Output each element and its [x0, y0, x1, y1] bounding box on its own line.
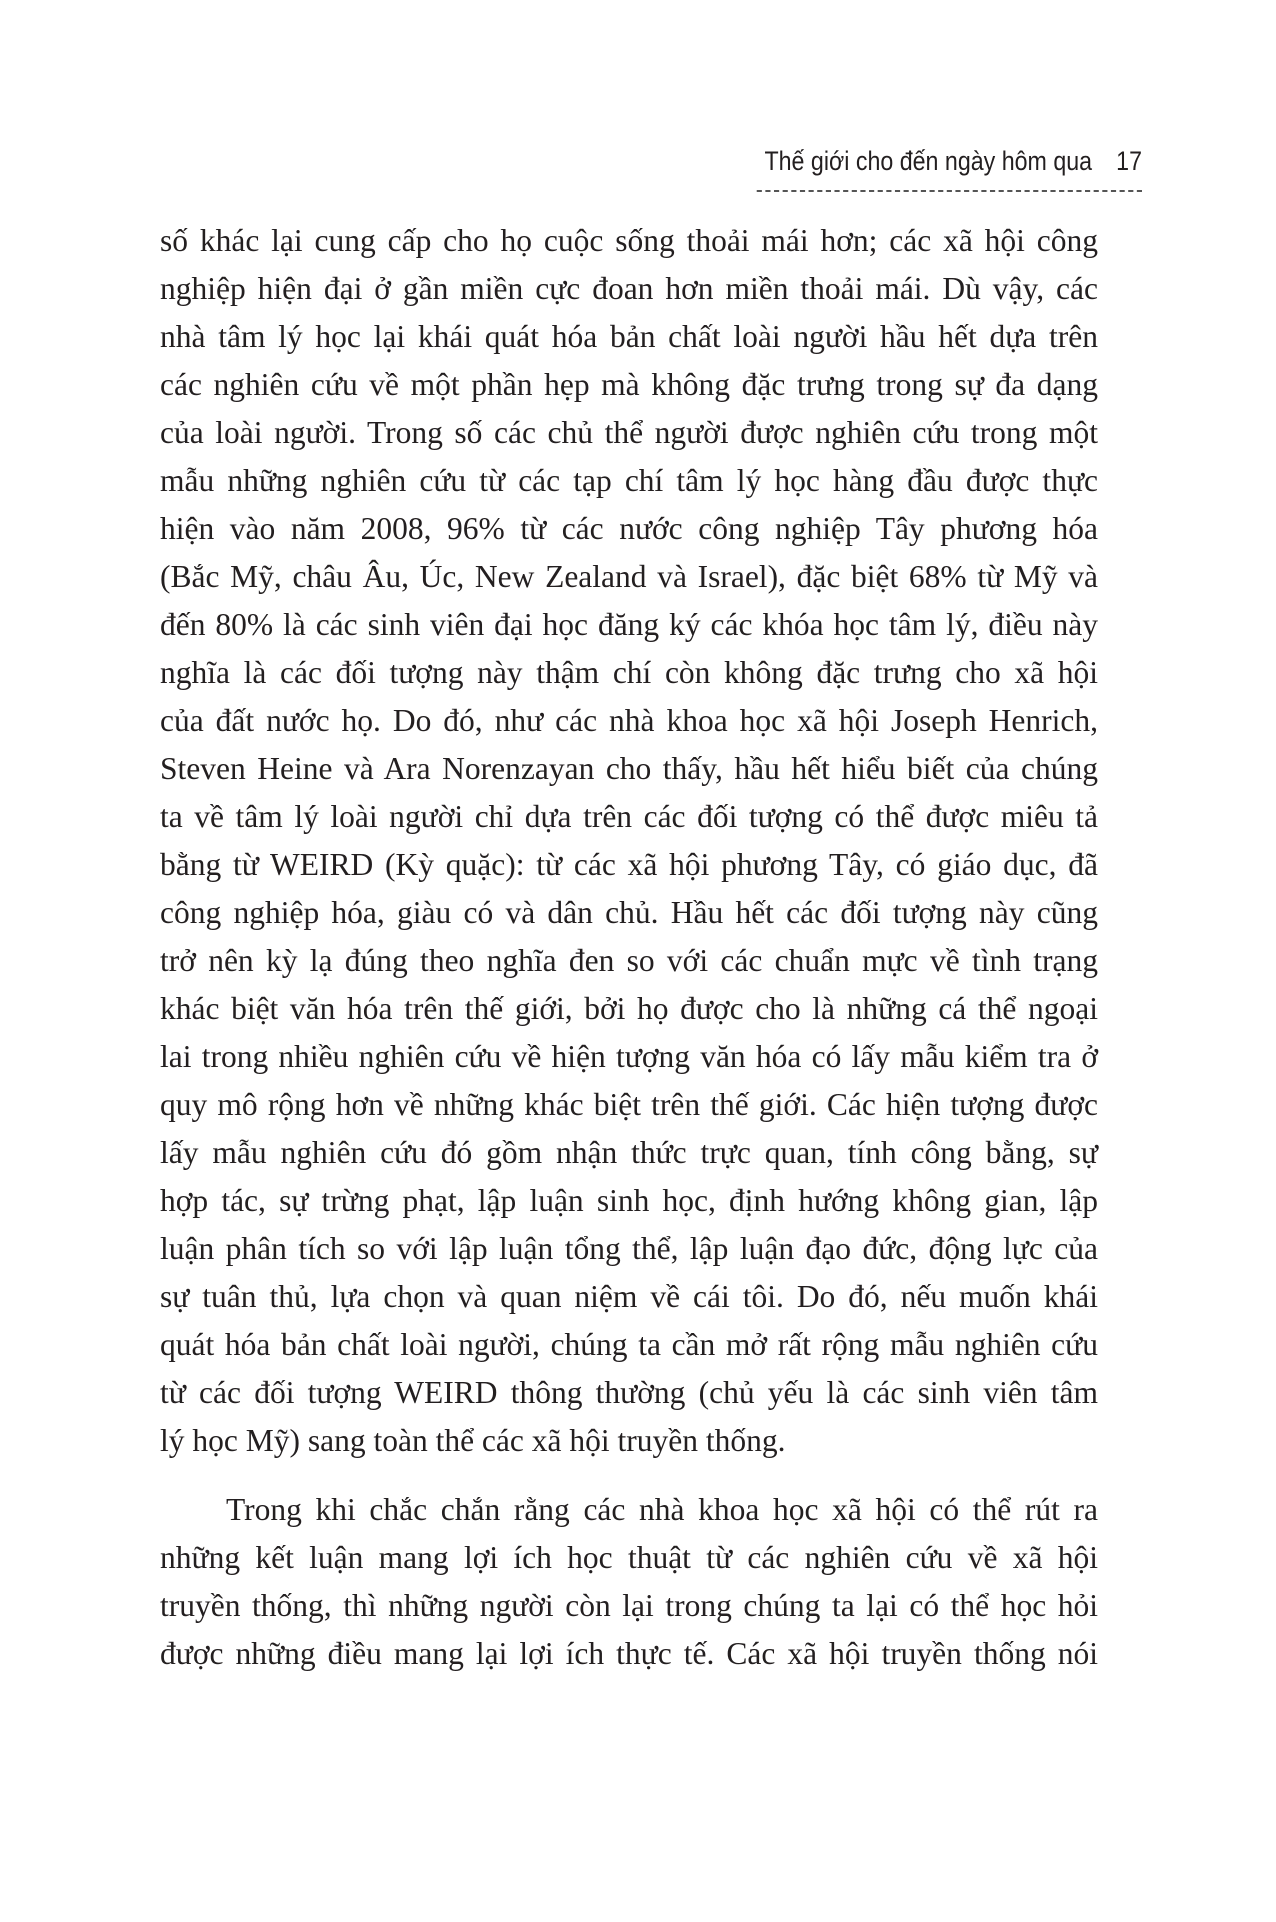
text-line: công nghiệp hóa, giàu có và dân chủ. Hầu hết các đối tượng này cũng: [160, 895, 1098, 930]
text-line: lý học Mỹ) sang toàn thể các xã hội truyền thống.: [160, 1423, 786, 1458]
text-line: được những điều mang lại lợi ích thực tế. Các xã hội truyền thống nói: [160, 1636, 1098, 1671]
text-line: của loài người. Trong số các chủ thể người được nghiên cứu trong một: [160, 415, 1098, 450]
paragraph-1: [160, 217, 1098, 1465]
text-line: lấy mẫu nghiên cứu đó gồm nhận thức trực quan, tính công bằng, sự: [160, 1135, 1098, 1170]
text-line: trở nên kỳ lạ đúng theo nghĩa đen so với các chuẩn mực về tình trạng: [160, 943, 1098, 978]
text-line: các nghiên cứu về một phần hẹp mà không đặc trưng trong sự đa dạng: [160, 367, 1098, 402]
running-title: Thế giới cho đến ngày hôm qua: [764, 146, 1093, 176]
text-line: Steven Heine và Ara Norenzayan cho thấy, hầu hết hiểu biết của chúng: [160, 751, 1098, 786]
text-line: luận phân tích so với lập luận tổng thể, lập luận đạo đức, động lực của: [160, 1231, 1098, 1266]
text-line: ta về tâm lý loài người chỉ dựa trên các đối tượng có thể được miêu tả: [160, 799, 1098, 834]
text-line: lai trong nhiều nghiên cứu về hiện tượng văn hóa có lấy mẫu kiểm tra ở: [160, 1039, 1098, 1074]
text-line: nghiệp hiện đại ở gần miền cực đoan hơn miền thoải mái. Dù vậy, các: [160, 271, 1098, 306]
text-line: quát hóa bản chất loài người, chúng ta cần mở rất rộng mẫu nghiên cứu: [160, 1327, 1098, 1362]
text-line: nhà tâm lý học lại khái quát hóa bản chất loài người hầu hết dựa trên: [160, 319, 1098, 354]
text-line: (Bắc Mỹ, châu Âu, Úc, New Zealand và Israel), đặc biệt 68% từ Mỹ và: [160, 559, 1098, 594]
text-line: số khác lại cung cấp cho họ cuộc sống thoải mái hơn; các xã hội công: [160, 223, 1098, 258]
text-line: hợp tác, sự trừng phạt, lập luận sinh học, định hướng không gian, lập: [160, 1183, 1098, 1218]
page-body: [160, 217, 1098, 1678]
text-line: của đất nước họ. Do đó, như các nhà khoa học xã hội Joseph Henrich,: [160, 703, 1098, 738]
text-line: bằng từ WEIRD (Kỳ quặc): từ các xã hội phương Tây, có giáo dục, đã: [160, 847, 1098, 882]
text-line: truyền thống, thì những người còn lại trong chúng ta lại có thể học hỏi: [160, 1588, 1098, 1623]
page-number: 17: [1116, 146, 1142, 176]
text-line: từ các đối tượng WEIRD thông thường (chủ yếu là các sinh viên tâm: [160, 1375, 1098, 1410]
text-line: Trong khi chắc chắn rằng các nhà khoa học xã hội có thể rút ra: [226, 1492, 1098, 1527]
text-line: sự tuân thủ, lựa chọn và quan niệm về cái tôi. Do đó, nếu muốn khái: [160, 1279, 1098, 1314]
text-line: nghĩa là các đối tượng này thậm chí còn không đặc trưng cho xã hội: [160, 655, 1098, 690]
running-header: [757, 144, 1142, 192]
text-line: đến 80% là các sinh viên đại học đăng ký các khóa học tâm lý, điều này: [160, 607, 1098, 642]
text-line: những kết luận mang lợi ích học thuật từ các nghiên cứu về xã hội: [160, 1540, 1098, 1575]
text-line: mẫu những nghiên cứu từ các tạp chí tâm lý học hàng đầu được thực: [160, 463, 1098, 498]
text-line: hiện vào năm 2008, 96% từ các nước công nghiệp Tây phương hóa: [160, 511, 1098, 546]
text-line: khác biệt văn hóa trên thế giới, bởi họ được cho là những cá thể ngoại: [160, 991, 1098, 1026]
text-line: quy mô rộng hơn về những khác biệt trên thế giới. Các hiện tượng được: [160, 1087, 1098, 1122]
paragraph-2: [160, 1486, 1098, 1678]
